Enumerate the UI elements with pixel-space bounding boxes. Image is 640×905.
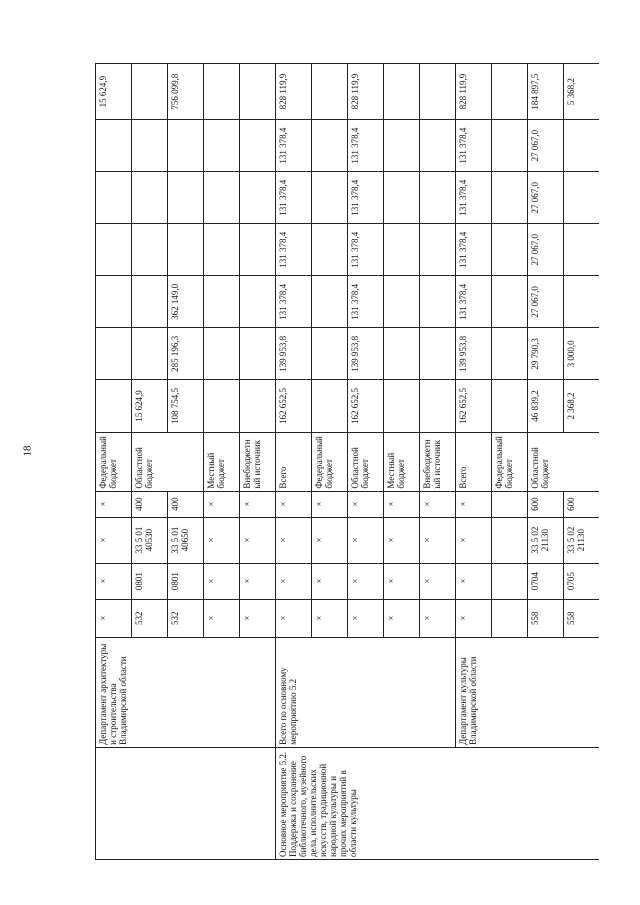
source-cell: Всего [276, 432, 312, 491]
grbs-cell [492, 599, 528, 637]
value-cell: 828 119,9 [276, 64, 312, 120]
source-cell: Внебюджетный источник [420, 432, 456, 491]
value-cell [492, 224, 528, 276]
value-cell: 131 378,4 [348, 120, 384, 172]
grbs-cell: 532 [168, 599, 204, 637]
table-row [276, 64, 312, 860]
source-cell: Областной бюджет [132, 432, 204, 491]
value-cell [132, 172, 168, 224]
rz-cell: 0705 [564, 563, 600, 599]
grbs-cell: × [96, 599, 132, 637]
value-cell: 131 378,4 [348, 172, 384, 224]
value-cell [564, 120, 600, 172]
rotated-table-wrapper [95, 63, 599, 860]
value-cell [240, 64, 276, 120]
activity-cell: Основное мероприятие 5.2. Поддержка и сохранение библиотечного, музейного дела, исполнительских искусств, традиционной народной культуры и прочих мероприятий в области культуры [276, 747, 600, 859]
csr-cell: × [312, 517, 348, 563]
rz-cell: × [276, 563, 312, 599]
rz-cell: × [204, 563, 240, 599]
value-cell [132, 64, 168, 120]
value-cell: 3 000,0 [564, 328, 600, 380]
value-cell [420, 276, 456, 328]
value-cell: 27 067,0 [528, 172, 564, 224]
value-cell: 46 839,2 [528, 380, 564, 432]
vr-cell [492, 491, 528, 517]
value-cell: 139 953,8 [348, 328, 384, 380]
value-cell [204, 64, 240, 120]
source-cell: Федеральный бюджет [312, 432, 348, 491]
value-cell [96, 172, 132, 224]
rotated-table [95, 63, 599, 860]
value-cell [240, 224, 276, 276]
csr-cell: 33 5 01 40530 [132, 517, 168, 563]
vr-cell: 600 [528, 491, 564, 517]
source-cell: Всего [456, 432, 492, 491]
value-cell [420, 64, 456, 120]
value-cell [564, 276, 600, 328]
value-cell: 131 378,4 [456, 276, 492, 328]
csr-cell [492, 517, 528, 563]
value-cell [132, 224, 168, 276]
grbs-cell: × [348, 599, 384, 637]
value-cell [240, 172, 276, 224]
value-cell [312, 224, 348, 276]
value-cell [240, 380, 276, 432]
value-cell [168, 224, 204, 276]
value-cell: 29 790,3 [528, 328, 564, 380]
rz-cell: × [348, 563, 384, 599]
value-cell: 27 067,0 [528, 224, 564, 276]
rz-cell: 0801 [168, 563, 204, 599]
value-cell [204, 276, 240, 328]
grbs-cell: × [384, 599, 420, 637]
table-row [456, 64, 492, 860]
vr-cell: × [204, 491, 240, 517]
grbs-cell: 558 [528, 599, 564, 637]
value-cell [96, 224, 132, 276]
value-cell [312, 276, 348, 328]
vr-cell: × [312, 491, 348, 517]
value-cell: 828 119,9 [348, 64, 384, 120]
vr-cell: × [276, 491, 312, 517]
value-cell [420, 224, 456, 276]
value-cell [240, 276, 276, 328]
grbs-cell: × [312, 599, 348, 637]
value-cell: 15 624,9 [96, 64, 132, 120]
source-cell: Местный бюджет [204, 432, 240, 491]
activity-cell [96, 747, 276, 859]
budget-table [95, 63, 599, 860]
value-cell: 285 196,3 [168, 328, 204, 380]
csr-cell: × [348, 517, 384, 563]
value-cell: 139 953,8 [276, 328, 312, 380]
value-cell: 131 378,4 [456, 224, 492, 276]
value-cell [96, 276, 132, 328]
value-cell: 131 378,4 [276, 172, 312, 224]
value-cell: 2 368,2 [564, 380, 600, 432]
rz-cell: × [96, 563, 132, 599]
value-cell [420, 380, 456, 432]
value-cell: 15 624,9 [132, 380, 168, 432]
value-cell [384, 64, 420, 120]
value-cell: 131 378,4 [456, 120, 492, 172]
value-cell [420, 172, 456, 224]
value-cell: 131 378,4 [276, 276, 312, 328]
value-cell [204, 224, 240, 276]
value-cell: 131 378,4 [348, 276, 384, 328]
rz-cell: × [312, 563, 348, 599]
source-cell: Федеральный бюджет [492, 432, 528, 491]
source-cell: Внебюджетный источник [240, 432, 276, 491]
csr-cell: × [204, 517, 240, 563]
value-cell [312, 380, 348, 432]
table-row [96, 64, 132, 860]
rz-cell: 0704 [528, 563, 564, 599]
value-cell [492, 380, 528, 432]
value-cell: 362 149,0 [168, 276, 204, 328]
source-cell: Областной бюджет [528, 432, 600, 491]
value-cell [384, 380, 420, 432]
value-cell [384, 328, 420, 380]
grbs-cell: 558 [564, 599, 600, 637]
source-cell: Местный бюджет [384, 432, 420, 491]
value-cell [492, 276, 528, 328]
rz-cell: × [456, 563, 492, 599]
value-cell [312, 328, 348, 380]
value-cell: 184 897,5 [528, 64, 564, 120]
grbs-cell: × [276, 599, 312, 637]
value-cell [96, 328, 132, 380]
value-cell [420, 328, 456, 380]
value-cell: 756 099,8 [168, 64, 204, 120]
value-cell: 131 378,4 [456, 172, 492, 224]
value-cell: 108 754,5 [168, 380, 204, 432]
csr-cell: 33 5 02 21130 [528, 517, 564, 563]
value-cell [204, 328, 240, 380]
value-cell [492, 172, 528, 224]
source-cell: Федеральный бюджет [96, 432, 132, 491]
rz-cell [492, 563, 528, 599]
page-number: 18 [21, 445, 34, 457]
grbs-cell: × [420, 599, 456, 637]
value-cell [168, 120, 204, 172]
value-cell [492, 64, 528, 120]
value-cell [96, 120, 132, 172]
value-cell [312, 64, 348, 120]
vr-cell: × [456, 491, 492, 517]
value-cell [240, 328, 276, 380]
rz-cell: × [420, 563, 456, 599]
value-cell [240, 120, 276, 172]
rz-cell: × [240, 563, 276, 599]
csr-cell: × [384, 517, 420, 563]
value-cell: 27 067,0 [528, 276, 564, 328]
executor-cell: Департамент культуры Владимирской области [456, 637, 600, 747]
csr-cell: × [456, 517, 492, 563]
value-cell: 131 378,4 [276, 120, 312, 172]
rz-cell: 0801 [132, 563, 168, 599]
value-cell: 828 119,9 [456, 64, 492, 120]
vr-cell: × [420, 491, 456, 517]
value-cell [312, 172, 348, 224]
csr-cell: 33 5 02 21130 [564, 517, 600, 563]
grbs-cell: × [456, 599, 492, 637]
vr-cell: 400 [168, 491, 204, 517]
vr-cell: × [96, 491, 132, 517]
rz-cell: × [384, 563, 420, 599]
grbs-cell: × [204, 599, 240, 637]
vr-cell: × [384, 491, 420, 517]
value-cell [312, 120, 348, 172]
value-cell [132, 328, 168, 380]
value-cell [384, 120, 420, 172]
value-cell [132, 276, 168, 328]
value-cell [204, 172, 240, 224]
value-cell: 139 953,8 [456, 328, 492, 380]
csr-cell: 33 5 01 40650 [168, 517, 204, 563]
value-cell: 131 378,4 [276, 224, 312, 276]
csr-cell: × [240, 517, 276, 563]
source-cell: Областной бюджет [348, 432, 384, 491]
executor-cell: Департамент архитектуры и строительства Владимирской области [96, 637, 276, 747]
value-cell [564, 172, 600, 224]
executor-cell: Всего по основному мероприятию 5.2 [276, 637, 456, 747]
value-cell [204, 380, 240, 432]
csr-cell: × [420, 517, 456, 563]
value-cell [492, 328, 528, 380]
value-cell [564, 224, 600, 276]
value-cell: 5 368,2 [564, 64, 600, 120]
value-cell [204, 120, 240, 172]
vr-cell: 400 [132, 491, 168, 517]
value-cell: 131 378,4 [348, 224, 384, 276]
vr-cell: 600 [564, 491, 600, 517]
vr-cell: × [240, 491, 276, 517]
value-cell [384, 172, 420, 224]
csr-cell: × [96, 517, 132, 563]
value-cell [420, 120, 456, 172]
value-cell [132, 120, 168, 172]
value-cell [96, 380, 132, 432]
grbs-cell: × [240, 599, 276, 637]
csr-cell: × [276, 517, 312, 563]
value-cell [384, 224, 420, 276]
value-cell: 27 067,0 [528, 120, 564, 172]
value-cell [492, 120, 528, 172]
grbs-cell: 532 [132, 599, 168, 637]
value-cell: 162 652,5 [348, 380, 384, 432]
value-cell: 162 652,5 [276, 380, 312, 432]
vr-cell: × [348, 491, 384, 517]
value-cell [384, 276, 420, 328]
value-cell: 162 652,5 [456, 380, 492, 432]
value-cell [168, 172, 204, 224]
